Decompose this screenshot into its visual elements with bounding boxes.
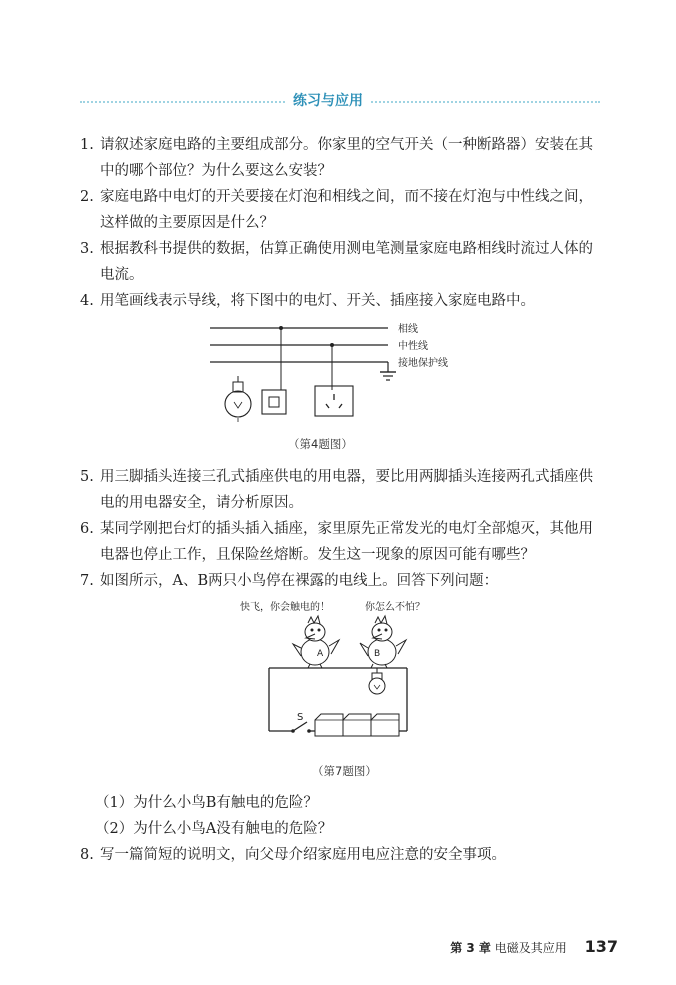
- figure-4-household-circuit: [205, 318, 475, 433]
- question-text-cont: 中的哪个部位？为什么要这么安装？: [100, 163, 332, 179]
- page-footer: [450, 937, 618, 956]
- speech-bird-a: 快飞，你会触电的！: [240, 602, 330, 613]
- label-bird-b: B: [374, 649, 381, 659]
- question-1: [80, 132, 610, 184]
- question-5: [80, 464, 610, 516]
- figure-7-birds-on-wire: [235, 596, 445, 758]
- lamp-bulb-icon: [369, 668, 385, 694]
- question-number: 2.: [80, 189, 94, 205]
- question-number: 5.: [80, 469, 94, 485]
- question-number: 3.: [80, 241, 94, 257]
- bird-a-icon: [293, 616, 339, 668]
- question-number: 4.: [80, 293, 94, 309]
- question-text-cont: 电流。: [100, 267, 144, 283]
- question-7-sub-1: （1）为什么小鸟B有触电的危险？: [95, 795, 318, 811]
- section-title: 练习与应用: [285, 90, 371, 112]
- question-4: [80, 288, 610, 314]
- label-neutral: 中性线: [398, 341, 428, 352]
- question-text: 用笔画线表示导线，将下图中的电灯、开关、插座接入家庭电路中。: [100, 293, 535, 309]
- question-text: 如图所示，A、B两只小鸟停在裸露的电线上。回答下列问题：: [100, 573, 499, 589]
- speech-bird-b: 你怎么不怕？: [365, 602, 425, 613]
- question-text: 用三脚插头连接三孔式插座供电的用电器，要比用两脚插头连接两孔式插座供: [100, 469, 593, 485]
- question-number: 7.: [80, 573, 94, 589]
- label-bird-a: A: [317, 649, 324, 659]
- question-6: [80, 516, 610, 568]
- question-number: 8.: [80, 847, 94, 863]
- light-bulb-icon: [225, 376, 251, 422]
- chapter-number: 第 3 章: [450, 941, 491, 955]
- question-2: [80, 184, 610, 236]
- wall-switch-icon: [262, 390, 286, 414]
- three-hole-socket-icon: [315, 386, 353, 416]
- question-3: [80, 236, 610, 288]
- label-ground: 接地保护线: [398, 358, 448, 369]
- question-text-cont: 电器也停止工作，且保险丝熔断。发生这一现象的原因可能有哪些？: [100, 547, 535, 563]
- question-number: 6.: [80, 521, 94, 537]
- question-text-cont: 这样做的主要原因是什么？: [100, 215, 274, 231]
- question-8: [80, 842, 610, 868]
- switch-s-icon: [291, 722, 311, 733]
- question-7-sub-2: （2）为什么小鸟A没有触电的危险？: [95, 821, 333, 837]
- question-text: 写一篇简短的说明文，向父母介绍家庭用电应注意的安全事项。: [100, 847, 506, 863]
- question-7: [80, 568, 610, 594]
- question-text: 某同学刚把台灯的插头插入插座，家里原先正常发光的电灯全部熄灭，其他用: [100, 521, 593, 537]
- label-switch: S: [297, 712, 304, 723]
- page-number: 137: [584, 937, 618, 956]
- question-text: 家庭电路中电灯的开关要接在灯泡和相线之间，而不接在灯泡与中性线之间，: [100, 189, 593, 205]
- question-text: 根据教科书提供的数据，估算正确使用测电笔测量家庭电路相线时流过人体的: [100, 241, 593, 257]
- question-number: 1.: [80, 137, 94, 153]
- figure-4-caption: （第4题图）: [288, 437, 353, 451]
- question-text-cont: 电的用电器安全，请分析原因。: [100, 495, 303, 511]
- label-live: 相线: [398, 324, 418, 335]
- figure-7-caption: （第7题图）: [312, 764, 377, 778]
- section-header: [80, 90, 600, 114]
- battery-pack-icon: [315, 714, 399, 736]
- chapter-title: 电磁及其应用: [494, 941, 567, 955]
- bird-b-icon: [360, 616, 406, 668]
- question-text: 请叙述家庭电路的主要组成部分。你家里的空气开关（一种断路器）安装在其: [100, 137, 593, 153]
